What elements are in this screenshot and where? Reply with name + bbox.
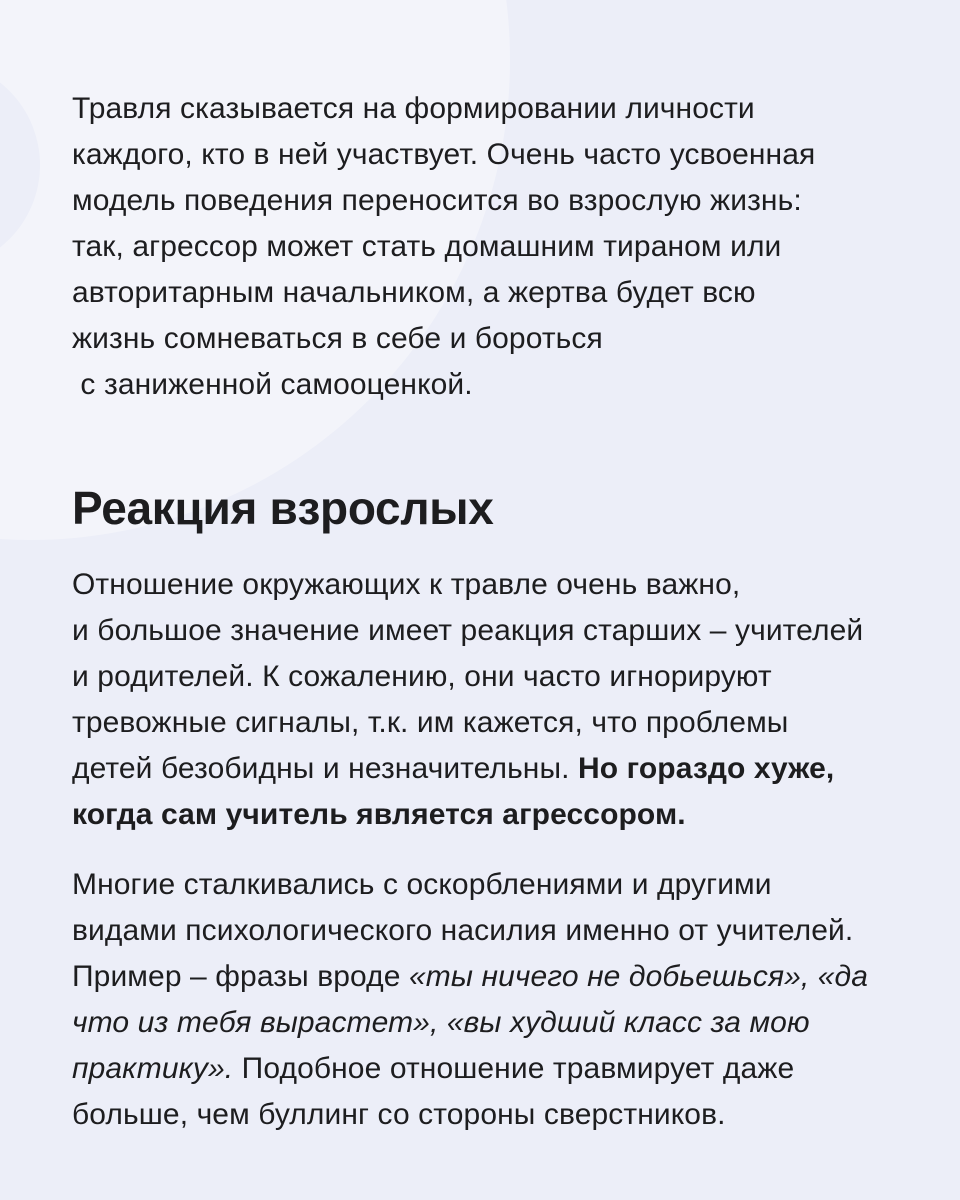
quote-italic: «ты ничего не добьешься», «да — [409, 960, 869, 993]
paragraph-line: видами психологического насилия именно от учителей. — [72, 914, 854, 947]
paragraph-line: тревожные сигналы, т.к. им кажется, что проблемы — [72, 706, 789, 739]
paragraph-line: и большое значение имеет реакция старших – учителей — [72, 614, 864, 647]
intro-paragraph — [72, 86, 922, 408]
intro-line: так, агрессор может стать домашним тираном или — [72, 230, 782, 263]
paragraph-line: Пример – фразы вроде — [72, 960, 409, 993]
paragraph-line: Отношение окружающих к травле очень важно, — [72, 568, 741, 601]
emphasis-bold: Но гораздо хуже, — [578, 752, 835, 785]
adult-reaction-paragraph — [72, 562, 922, 838]
intro-line: каждого, кто в ней участвует. Очень часто усвоенная — [72, 138, 816, 171]
intro-line: модель поведения переносится во взрослую жизнь: — [72, 184, 802, 217]
intro-line: с заниженной самооценкой. — [72, 368, 473, 401]
quote-italic: что из тебя вырастет», «вы худший класс за мою — [72, 1006, 810, 1039]
intro-line: Травля сказывается на формировании личности — [72, 92, 755, 125]
emphasis-bold: когда сам учитель является агрессором. — [72, 798, 686, 831]
paragraph-line: детей безобидны и незначительны. — [72, 752, 579, 785]
paragraph-line: и родителей. К сожалению, они часто игнорируют — [72, 660, 772, 693]
paragraph-line: больше, чем буллинг со стороны сверстников. — [72, 1098, 726, 1131]
intro-line: жизнь сомневаться в себе и бороться — [72, 322, 603, 355]
article-body — [72, 86, 922, 1138]
teacher-abuse-paragraph — [72, 862, 922, 1138]
paragraph-line: Многие сталкивались с оскорблениями и другими — [72, 868, 772, 901]
paragraph-line: Подобное отношение травмирует даже — [233, 1052, 795, 1085]
quote-italic: практику». — [72, 1052, 234, 1085]
section-heading: Реакция взрослых — [72, 482, 494, 534]
intro-line: авторитарным начальником, а жертва будет всю — [72, 276, 756, 309]
